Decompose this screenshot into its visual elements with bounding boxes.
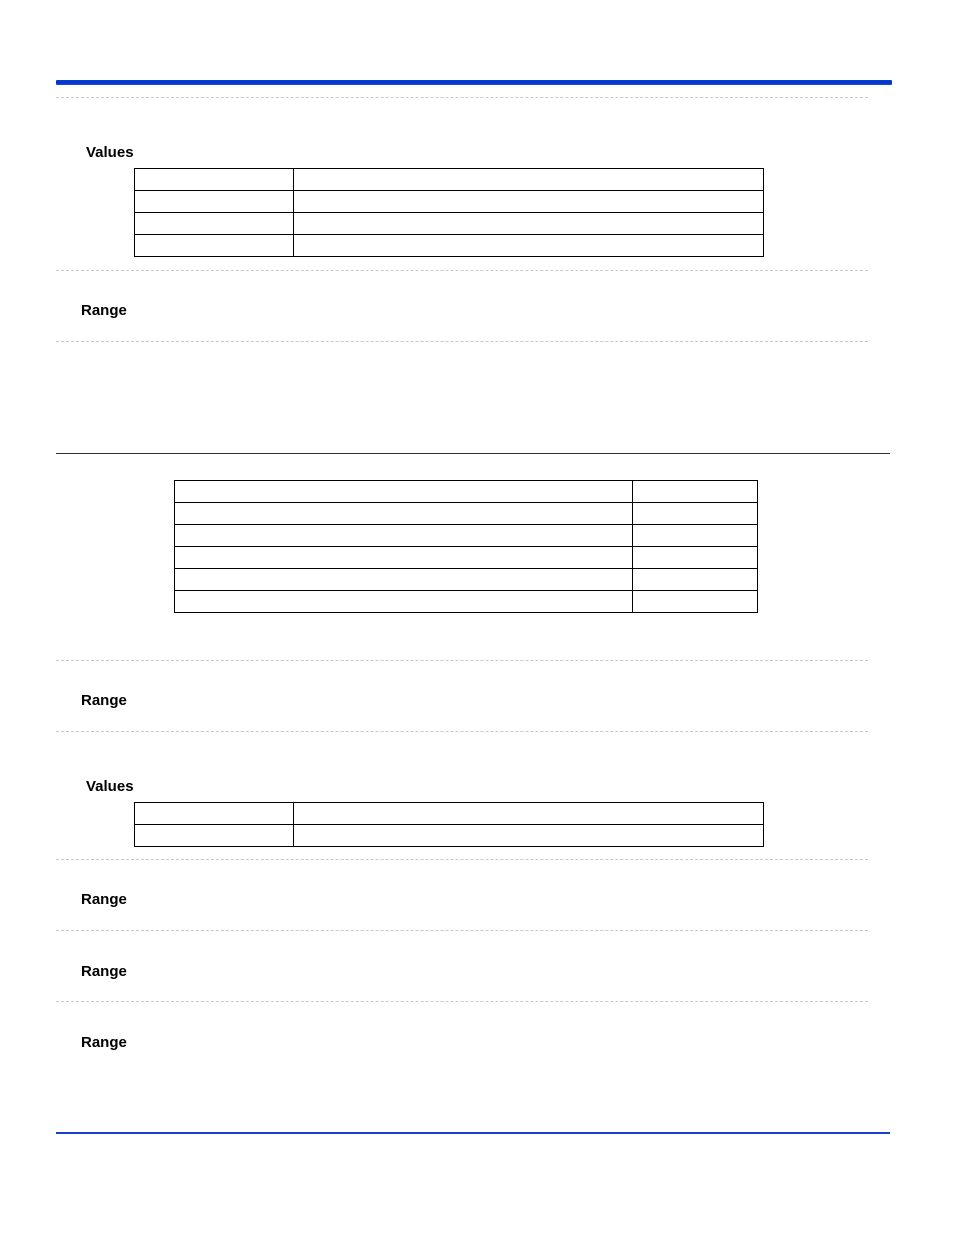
table-cell — [135, 803, 294, 825]
table-row — [175, 525, 758, 547]
table-row — [175, 481, 758, 503]
table-cell — [175, 503, 633, 525]
table-cell — [135, 213, 294, 235]
table-cell — [135, 191, 294, 213]
table-row — [135, 235, 764, 257]
table-cell — [175, 481, 633, 503]
table-row — [175, 569, 758, 591]
values-heading: Values — [86, 144, 134, 161]
range-heading: Range — [81, 891, 127, 908]
range-heading: Range — [81, 692, 127, 709]
range-heading: Range — [81, 302, 127, 319]
header-rule — [56, 80, 892, 85]
table-row — [175, 547, 758, 569]
table-row — [175, 591, 758, 613]
section-divider — [56, 660, 868, 661]
table-cell — [294, 191, 764, 213]
table-cell — [175, 591, 633, 613]
section-divider — [56, 731, 868, 732]
table-cell — [135, 825, 294, 847]
section-divider — [56, 97, 868, 98]
table-cell — [633, 569, 758, 591]
section-rule — [56, 453, 890, 454]
table-row — [175, 503, 758, 525]
values-table — [134, 168, 764, 257]
table-cell — [294, 169, 764, 191]
table-row — [135, 213, 764, 235]
table-row — [135, 191, 764, 213]
table-cell — [294, 235, 764, 257]
table-row — [135, 825, 764, 847]
footer-rule — [56, 1132, 890, 1134]
table-cell — [633, 503, 758, 525]
table-cell — [633, 547, 758, 569]
table-cell — [135, 169, 294, 191]
table-cell — [294, 213, 764, 235]
values-heading: Values — [86, 778, 134, 795]
table-cell — [175, 569, 633, 591]
section-divider — [56, 1001, 868, 1002]
section-divider — [56, 270, 868, 271]
range-heading: Range — [81, 963, 127, 980]
table-cell — [175, 525, 633, 547]
table-row — [135, 169, 764, 191]
table-cell — [633, 481, 758, 503]
section-divider — [56, 341, 868, 342]
range-heading: Range — [81, 1034, 127, 1051]
section-divider — [56, 859, 868, 860]
table-cell — [294, 825, 764, 847]
table-cell — [135, 235, 294, 257]
table-cell — [633, 525, 758, 547]
section-divider — [56, 930, 868, 931]
table-cell — [633, 591, 758, 613]
table-row — [135, 803, 764, 825]
parameter-table — [174, 480, 758, 613]
values-table — [134, 802, 764, 847]
table-cell — [294, 803, 764, 825]
table-cell — [175, 547, 633, 569]
